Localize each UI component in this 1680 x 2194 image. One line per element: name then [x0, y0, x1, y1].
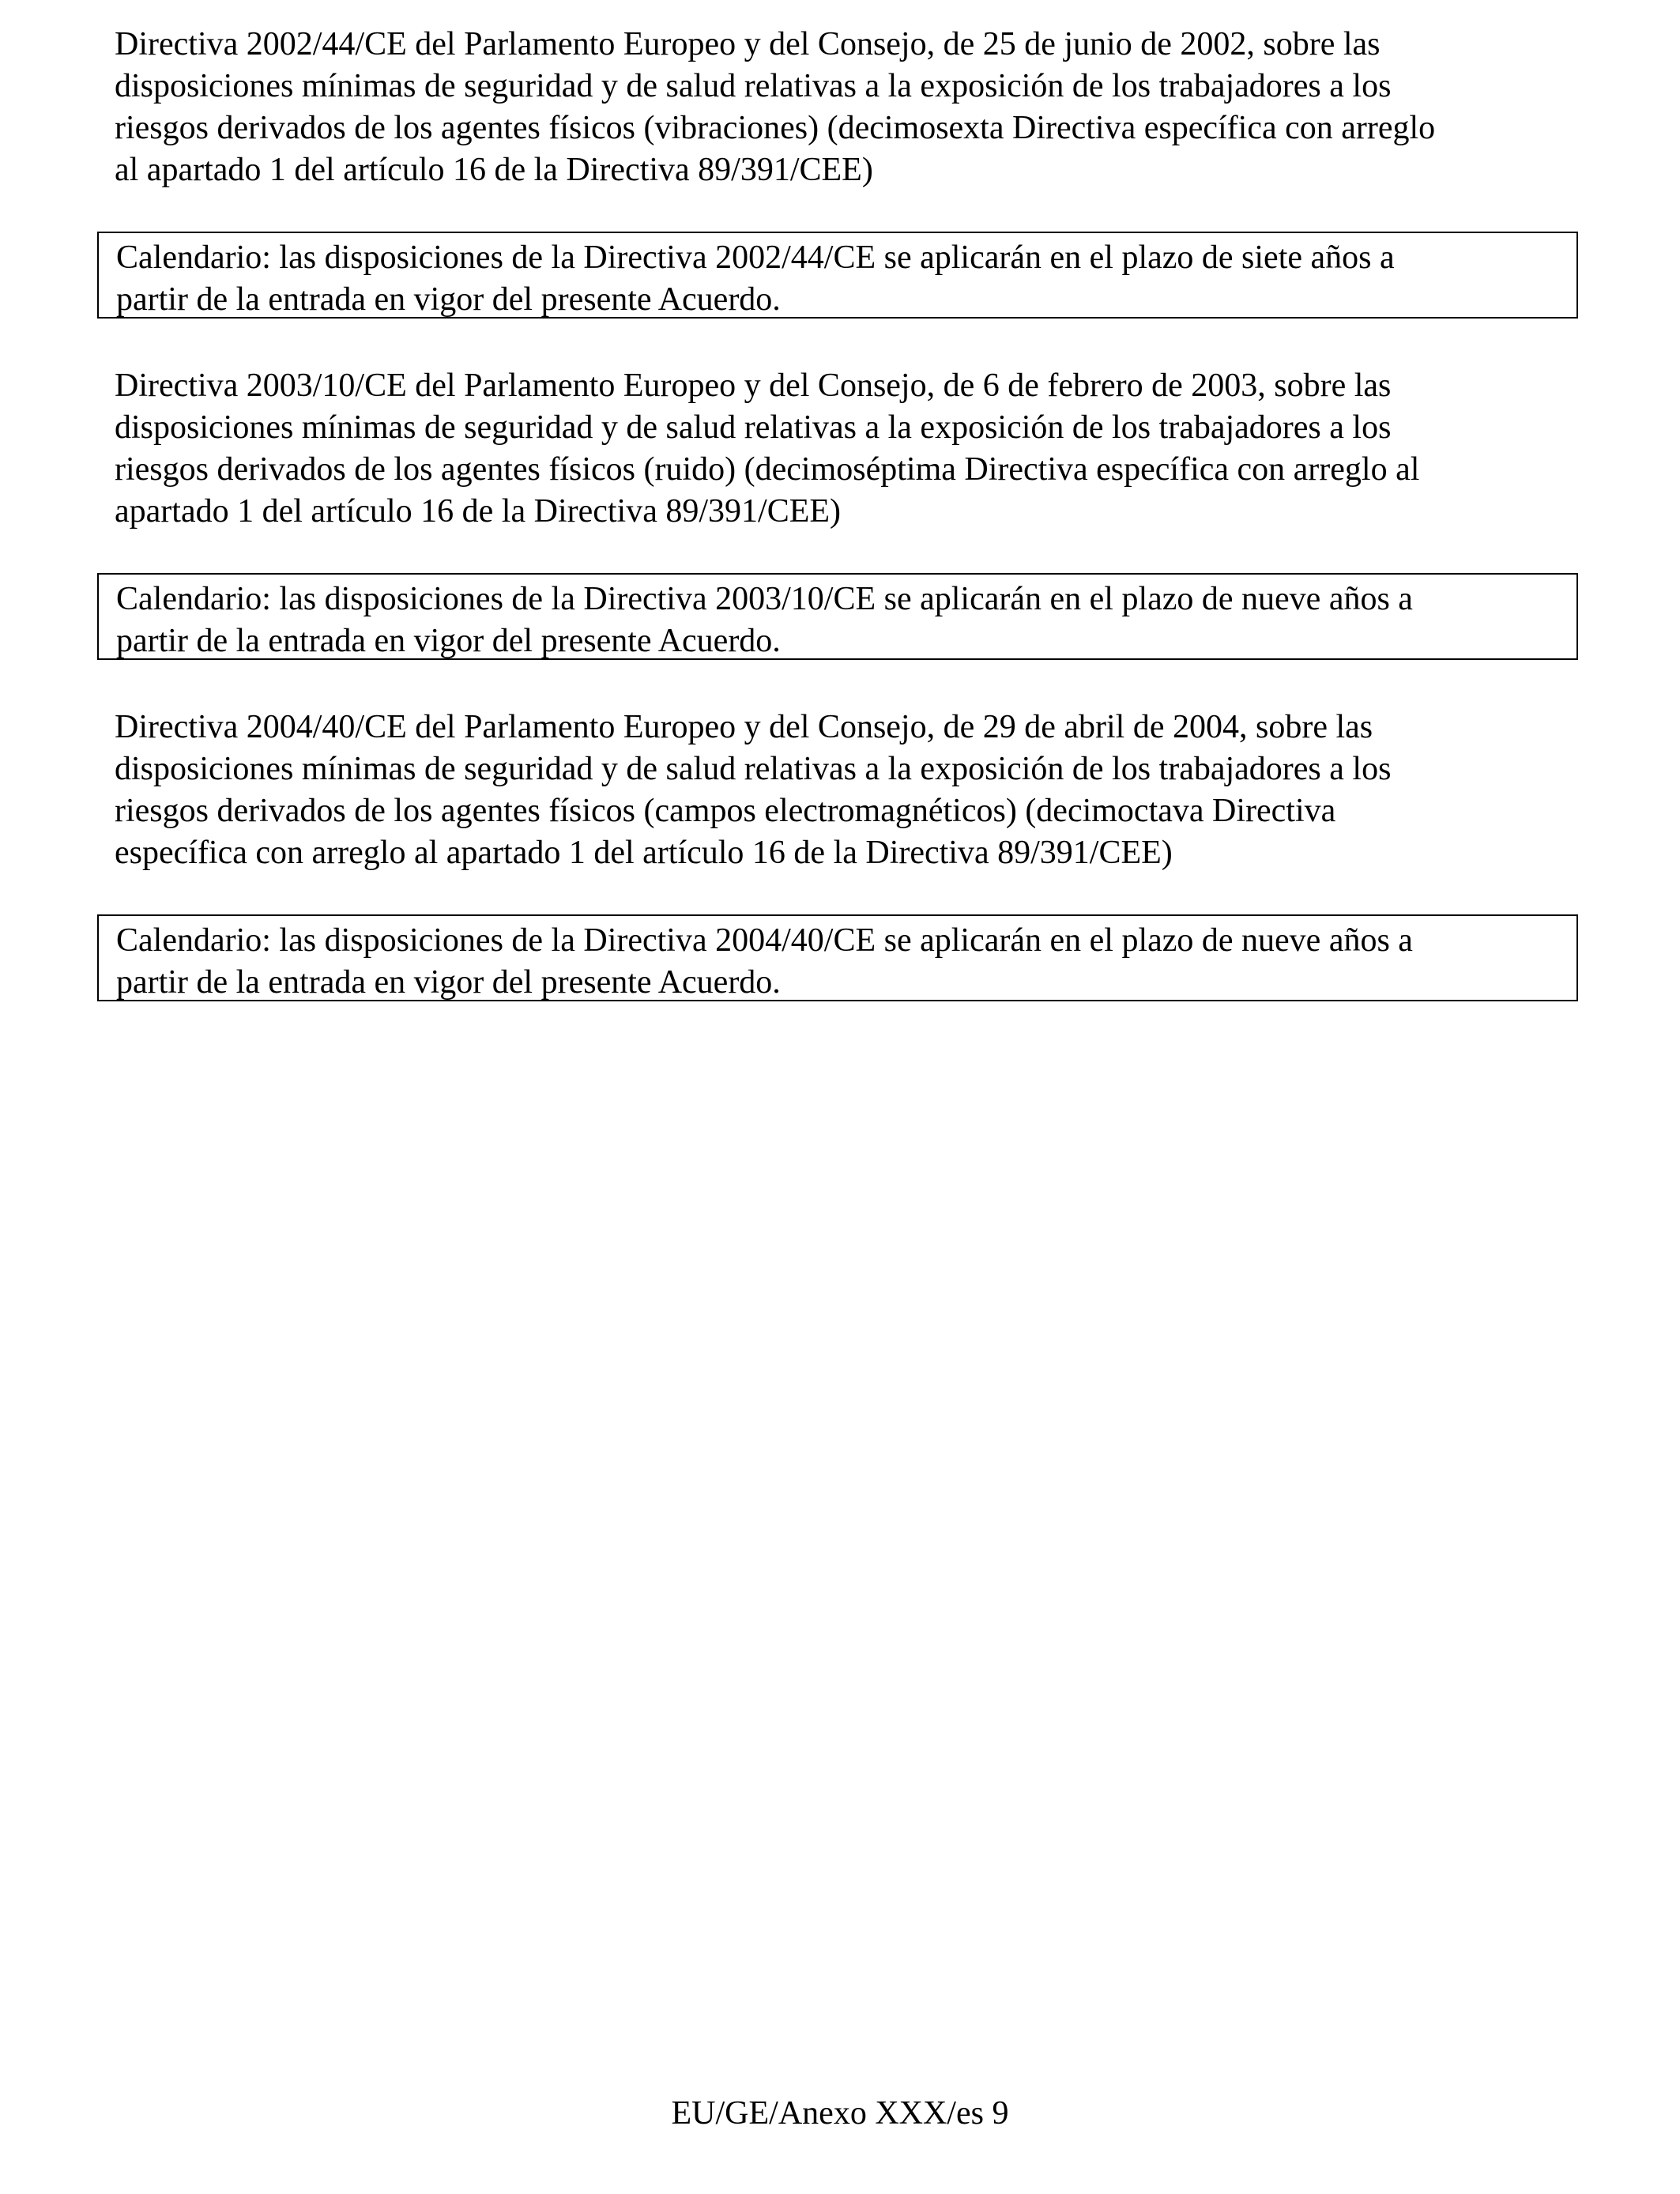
- text-line: partir de la entrada en vigor del presente Acuerdo.: [116, 623, 781, 659]
- text-line: riesgos derivados de los agentes físicos (vibraciones) (decimosexta Directiva específica con arreglo: [115, 110, 1436, 146]
- text-line: Directiva 2002/44/CE del Parlamento Europeo y del Consejo, de 25 de junio de 2002, sobre las: [115, 26, 1381, 62]
- text-line: riesgos derivados de los agentes físicos (ruido) (decimoséptima Directiva específica con arreglo al: [115, 451, 1420, 488]
- calendar-box-2004-40: [97, 914, 1578, 1001]
- text-line: Calendario: las disposiciones de la Directiva 2003/10/CE se aplicarán en el plazo de nueve años a: [116, 581, 1413, 617]
- text-line: Directiva 2004/40/CE del Parlamento Europeo y del Consejo, de 29 de abril de 2004, sobre las: [115, 709, 1373, 745]
- text-line: partir de la entrada en vigor del presente Acuerdo.: [116, 281, 781, 318]
- text-line: Directiva 2003/10/CE del Parlamento Europeo y del Consejo, de 6 de febrero de 2003, sobre las: [115, 368, 1392, 404]
- text-line: disposiciones mínimas de seguridad y de salud relativas a la exposición de los trabajadores a los: [115, 409, 1392, 446]
- page-footer-reference: EU/GE/Anexo XXX/es 9: [671, 2095, 1009, 2132]
- directive-2002-44-text: [115, 24, 1584, 191]
- text-line: disposiciones mínimas de seguridad y de salud relativas a la exposición de los trabajadores a los: [115, 751, 1392, 787]
- text-line: Calendario: las disposiciones de la Directiva 2004/40/CE se aplicarán en el plazo de nueve años a: [116, 922, 1413, 959]
- directive-2003-10-text: [115, 365, 1584, 533]
- text-line: disposiciones mínimas de seguridad y de salud relativas a la exposición de los trabajadores a los: [115, 68, 1392, 104]
- calendar-box-2003-10: [97, 573, 1578, 660]
- calendar-text: [116, 920, 1413, 1004]
- text-line: Calendario: las disposiciones de la Directiva 2002/44/CE se aplicarán en el plazo de siete años a: [116, 239, 1395, 276]
- text-line: específica con arreglo al apartado 1 del artículo 16 de la Directiva 89/391/CEE): [115, 835, 1173, 871]
- calendar-box-2002-44: [97, 232, 1578, 319]
- text-line: apartado 1 del artículo 16 de la Directiva 89/391/CEE): [115, 493, 842, 530]
- text-line: al apartado 1 del artículo 16 de la Directiva 89/391/CEE): [115, 152, 873, 188]
- text-line: riesgos derivados de los agentes físicos (campos electromagnéticos) (decimoctava Directiva: [115, 793, 1336, 829]
- text-line: partir de la entrada en vigor del presente Acuerdo.: [116, 964, 781, 1001]
- directive-2004-40-text: [115, 707, 1584, 874]
- calendar-text: [116, 579, 1413, 662]
- calendar-text: [116, 237, 1395, 321]
